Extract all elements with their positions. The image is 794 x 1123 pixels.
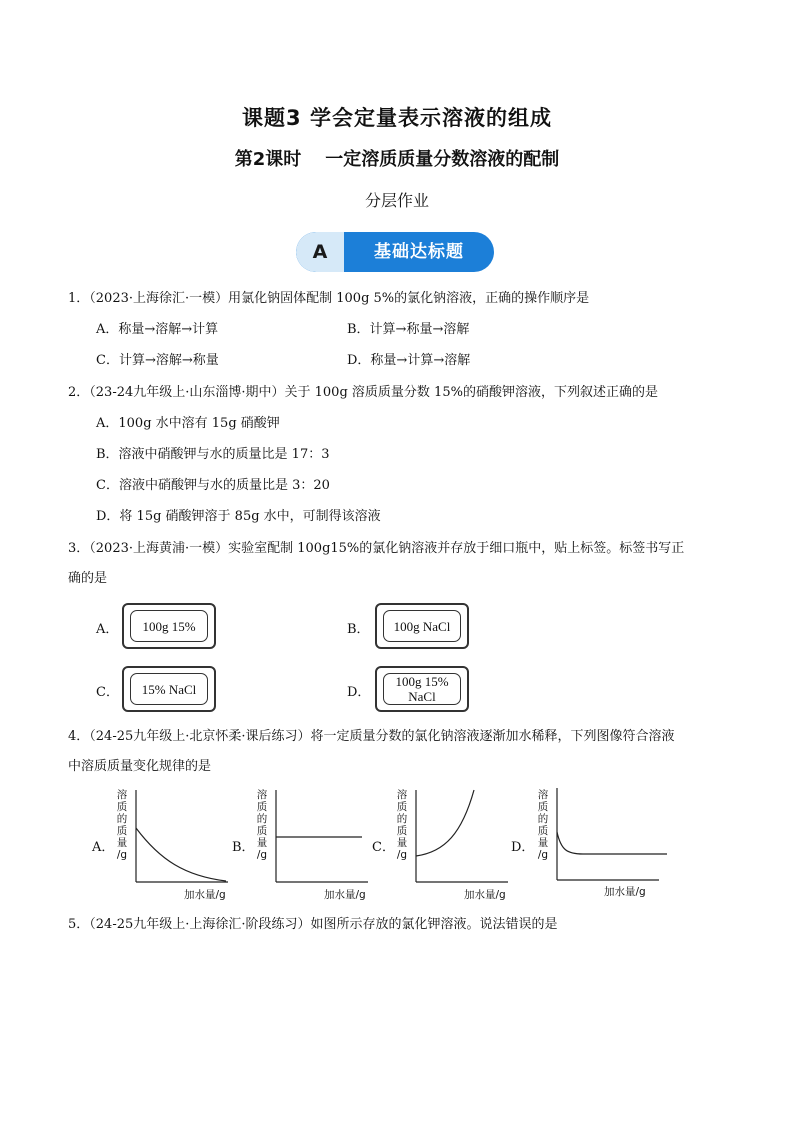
question-3-label-a <box>122 603 216 649</box>
graph-a-curve <box>136 828 226 881</box>
question-5-stem: 5．（24-25九年级上·上海徐汇·阶段练习）如图所示存放的氯化钾溶液。说法错误的是 <box>68 917 558 932</box>
badge-letter: A <box>296 232 344 272</box>
question-3-label-d <box>375 666 469 712</box>
question-4-option-a-letter: A． <box>92 840 115 855</box>
label-b-text: 100g NaCl <box>393 618 451 634</box>
question-3-option-a-letter: A． <box>96 622 119 637</box>
question-4-stem-line2: 中溶质质量变化规律的是 <box>68 759 212 774</box>
graph-c-y-label: 溶 质 的 质 量 /g <box>396 789 408 861</box>
question-3-option-c-letter: C． <box>96 685 119 700</box>
graph-c-x-label: 加水量/g <box>464 889 506 901</box>
page-title: 课题3 学会定量表示溶液的组成 <box>242 106 552 130</box>
label-d-text-line1: 100g 15% <box>395 674 449 689</box>
question-2-stem: 2．（23-24九年级上·山东淄博·期中）关于 100g 溶质质量分数 15%的硝酸钾溶液，下列叙述正确的是 <box>68 385 658 400</box>
graph-c-curve <box>416 790 474 856</box>
graph-b <box>270 788 370 884</box>
question-3-option-d-letter: D． <box>347 685 371 700</box>
graph-d <box>551 786 671 882</box>
question-3-label-c <box>122 666 216 712</box>
graph-a-x-label: 加水量/g <box>184 889 226 901</box>
question-4-option-b-letter: B． <box>232 840 255 855</box>
question-1-stem: 1．（2023·上海徐汇·一模）用氯化钠固体配制 100g 5%的氯化钠溶液，正确的操作顺序是 <box>68 291 590 306</box>
question-3-stem-line1: 3．（2023·上海黄浦·一模）实验室配制 100g15%的氯化钠溶液并存放于细口瓶中，贴上标签。标签书写正 <box>68 541 685 556</box>
graph-b-x-label: 加水量/g <box>324 889 366 901</box>
question-3-option-b-letter: B． <box>347 622 370 637</box>
question-4-option-c-letter: C． <box>372 840 395 855</box>
page-subtitle <box>0 145 794 171</box>
graph-c <box>410 788 510 884</box>
question-3-stem-line2: 确的是 <box>68 571 108 586</box>
badge-text: 基础达标题 <box>374 242 464 262</box>
question-2-option-b: B．溶液中硝酸钾与水的质量比是 17：3 <box>96 447 330 462</box>
question-2-option-a: A．100g 水中溶有 15g 硝酸钾 <box>96 416 280 431</box>
question-1-option-d: D．称量→计算→溶解 <box>347 353 471 368</box>
label-c-text: 15% NaCl <box>141 681 197 697</box>
question-4-option-d-letter: D． <box>511 840 535 855</box>
label-d-text-line2: NaCl <box>408 689 436 704</box>
graph-b-y-label: 溶 质 的 质 量 /g <box>256 789 268 861</box>
question-1-option-a: A．称量→溶解→计算 <box>96 322 219 337</box>
label-a-text: 100g 15% <box>142 618 196 634</box>
graph-a-y-label: 溶 质 的 质 量 /g <box>116 789 128 861</box>
lesson-topic: 一定溶质质量分数溶液的配制 <box>325 149 560 170</box>
question-4-stem-line1: 4．（24-25九年级上·北京怀柔·课后练习）将一定质量分数的氯化钠溶液逐渐加水稀释，下列图像符合溶液 <box>68 729 675 744</box>
graph-a <box>130 788 230 884</box>
question-2-option-d: D．将 15g 硝酸钾溶于 85g 水中，可制得该溶液 <box>96 509 381 524</box>
section-title: 分层作业 <box>364 191 429 210</box>
question-1-option-c: C．计算→溶解→称量 <box>96 353 219 368</box>
lesson-number: 第2课时 <box>234 149 302 170</box>
level-badge <box>296 232 494 272</box>
graph-d-x-label: 加水量/g <box>604 886 646 898</box>
question-1-option-b: B．计算→称量→溶解 <box>347 322 470 337</box>
question-2-option-c: C．溶液中硝酸钾与水的质量比是 3：20 <box>96 478 330 493</box>
question-3-label-b <box>375 603 469 649</box>
graph-d-curve <box>557 832 667 854</box>
graph-d-y-label: 溶 质 的 质 量 /g <box>537 789 549 861</box>
